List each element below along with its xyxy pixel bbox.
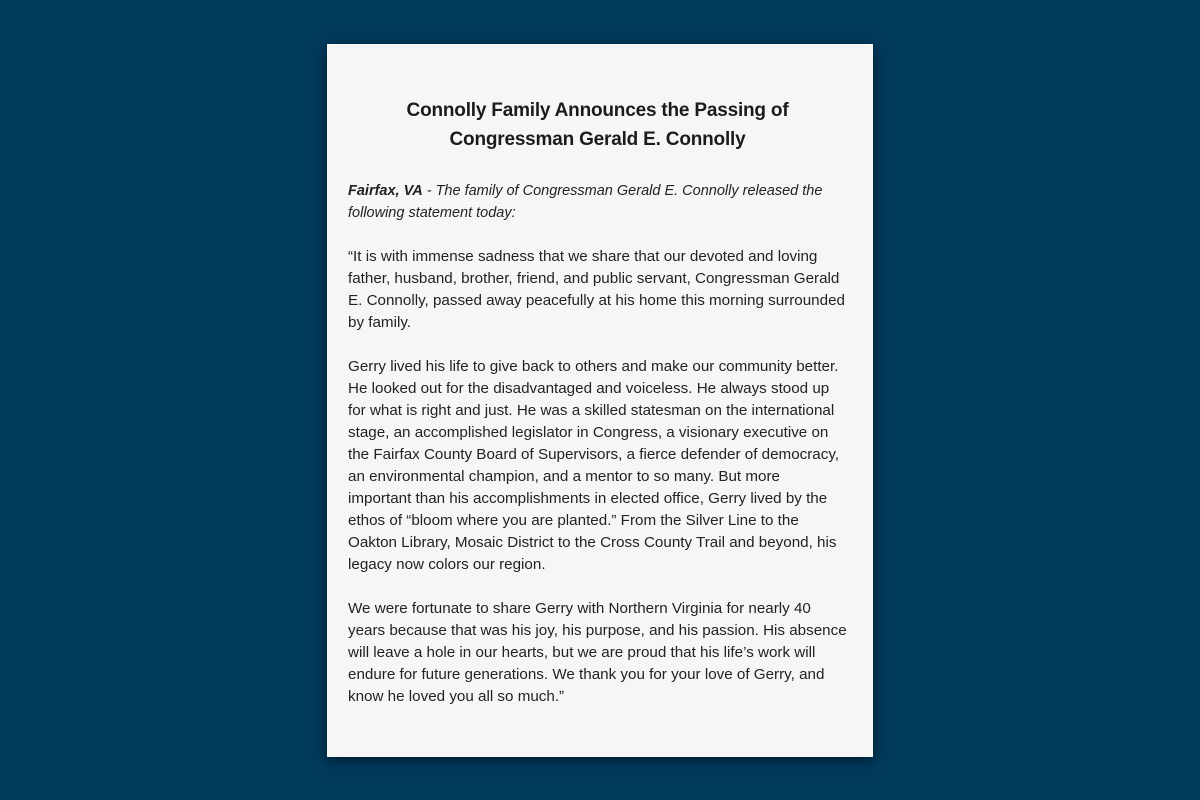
dateline-text: - The family of Congressman Gerald E. Connolly released the following statement today: (348, 183, 823, 221)
statement-paragraph-1: “It is with immense sadness that we share that our devoted and loving father, husband, brother, friend, and public servant, Congressman Gerald E. Connolly, passed away peacefully at his home this morning surrounded by family. (348, 248, 845, 331)
statement-paragraph-2: Gerry lived his life to give back to others and make our community better. He looked out for the disadvantaged and voiceless. He always stood up for what is right and just. He was a skilled statesman on the international stage, an accomplished legislator in Congress, a visionary executive on the Fairfax County Board of Supervisors, a fierce defender of democracy, an environmental champion, and a mentor to so many. But more important than his accomplishments in elected office, Gerry lived by the ethos of “bloom where you are planted.” From the Silver Line to the Oakton Library, Mosaic District to the Cross County Trail and beyond, his legacy now colors our region. (348, 358, 840, 573)
statement-paragraph-3: We were fortunate to share Gerry with Northern Virginia for nearly 40 years because that was his joy, his purpose, and his passion. His absence will leave a hole in our hearts, but we are proud that his life’s work will endure for future generations. We thank you for your love of Gerry, and know he loved you all so much.” (348, 600, 847, 705)
dateline (348, 180, 847, 224)
statement-title: Connolly Family Announces the Passing of Congressman Gerald E. Connolly (406, 100, 789, 150)
dateline-location: Fairfax, VA (348, 183, 423, 199)
statement-page (327, 44, 873, 757)
